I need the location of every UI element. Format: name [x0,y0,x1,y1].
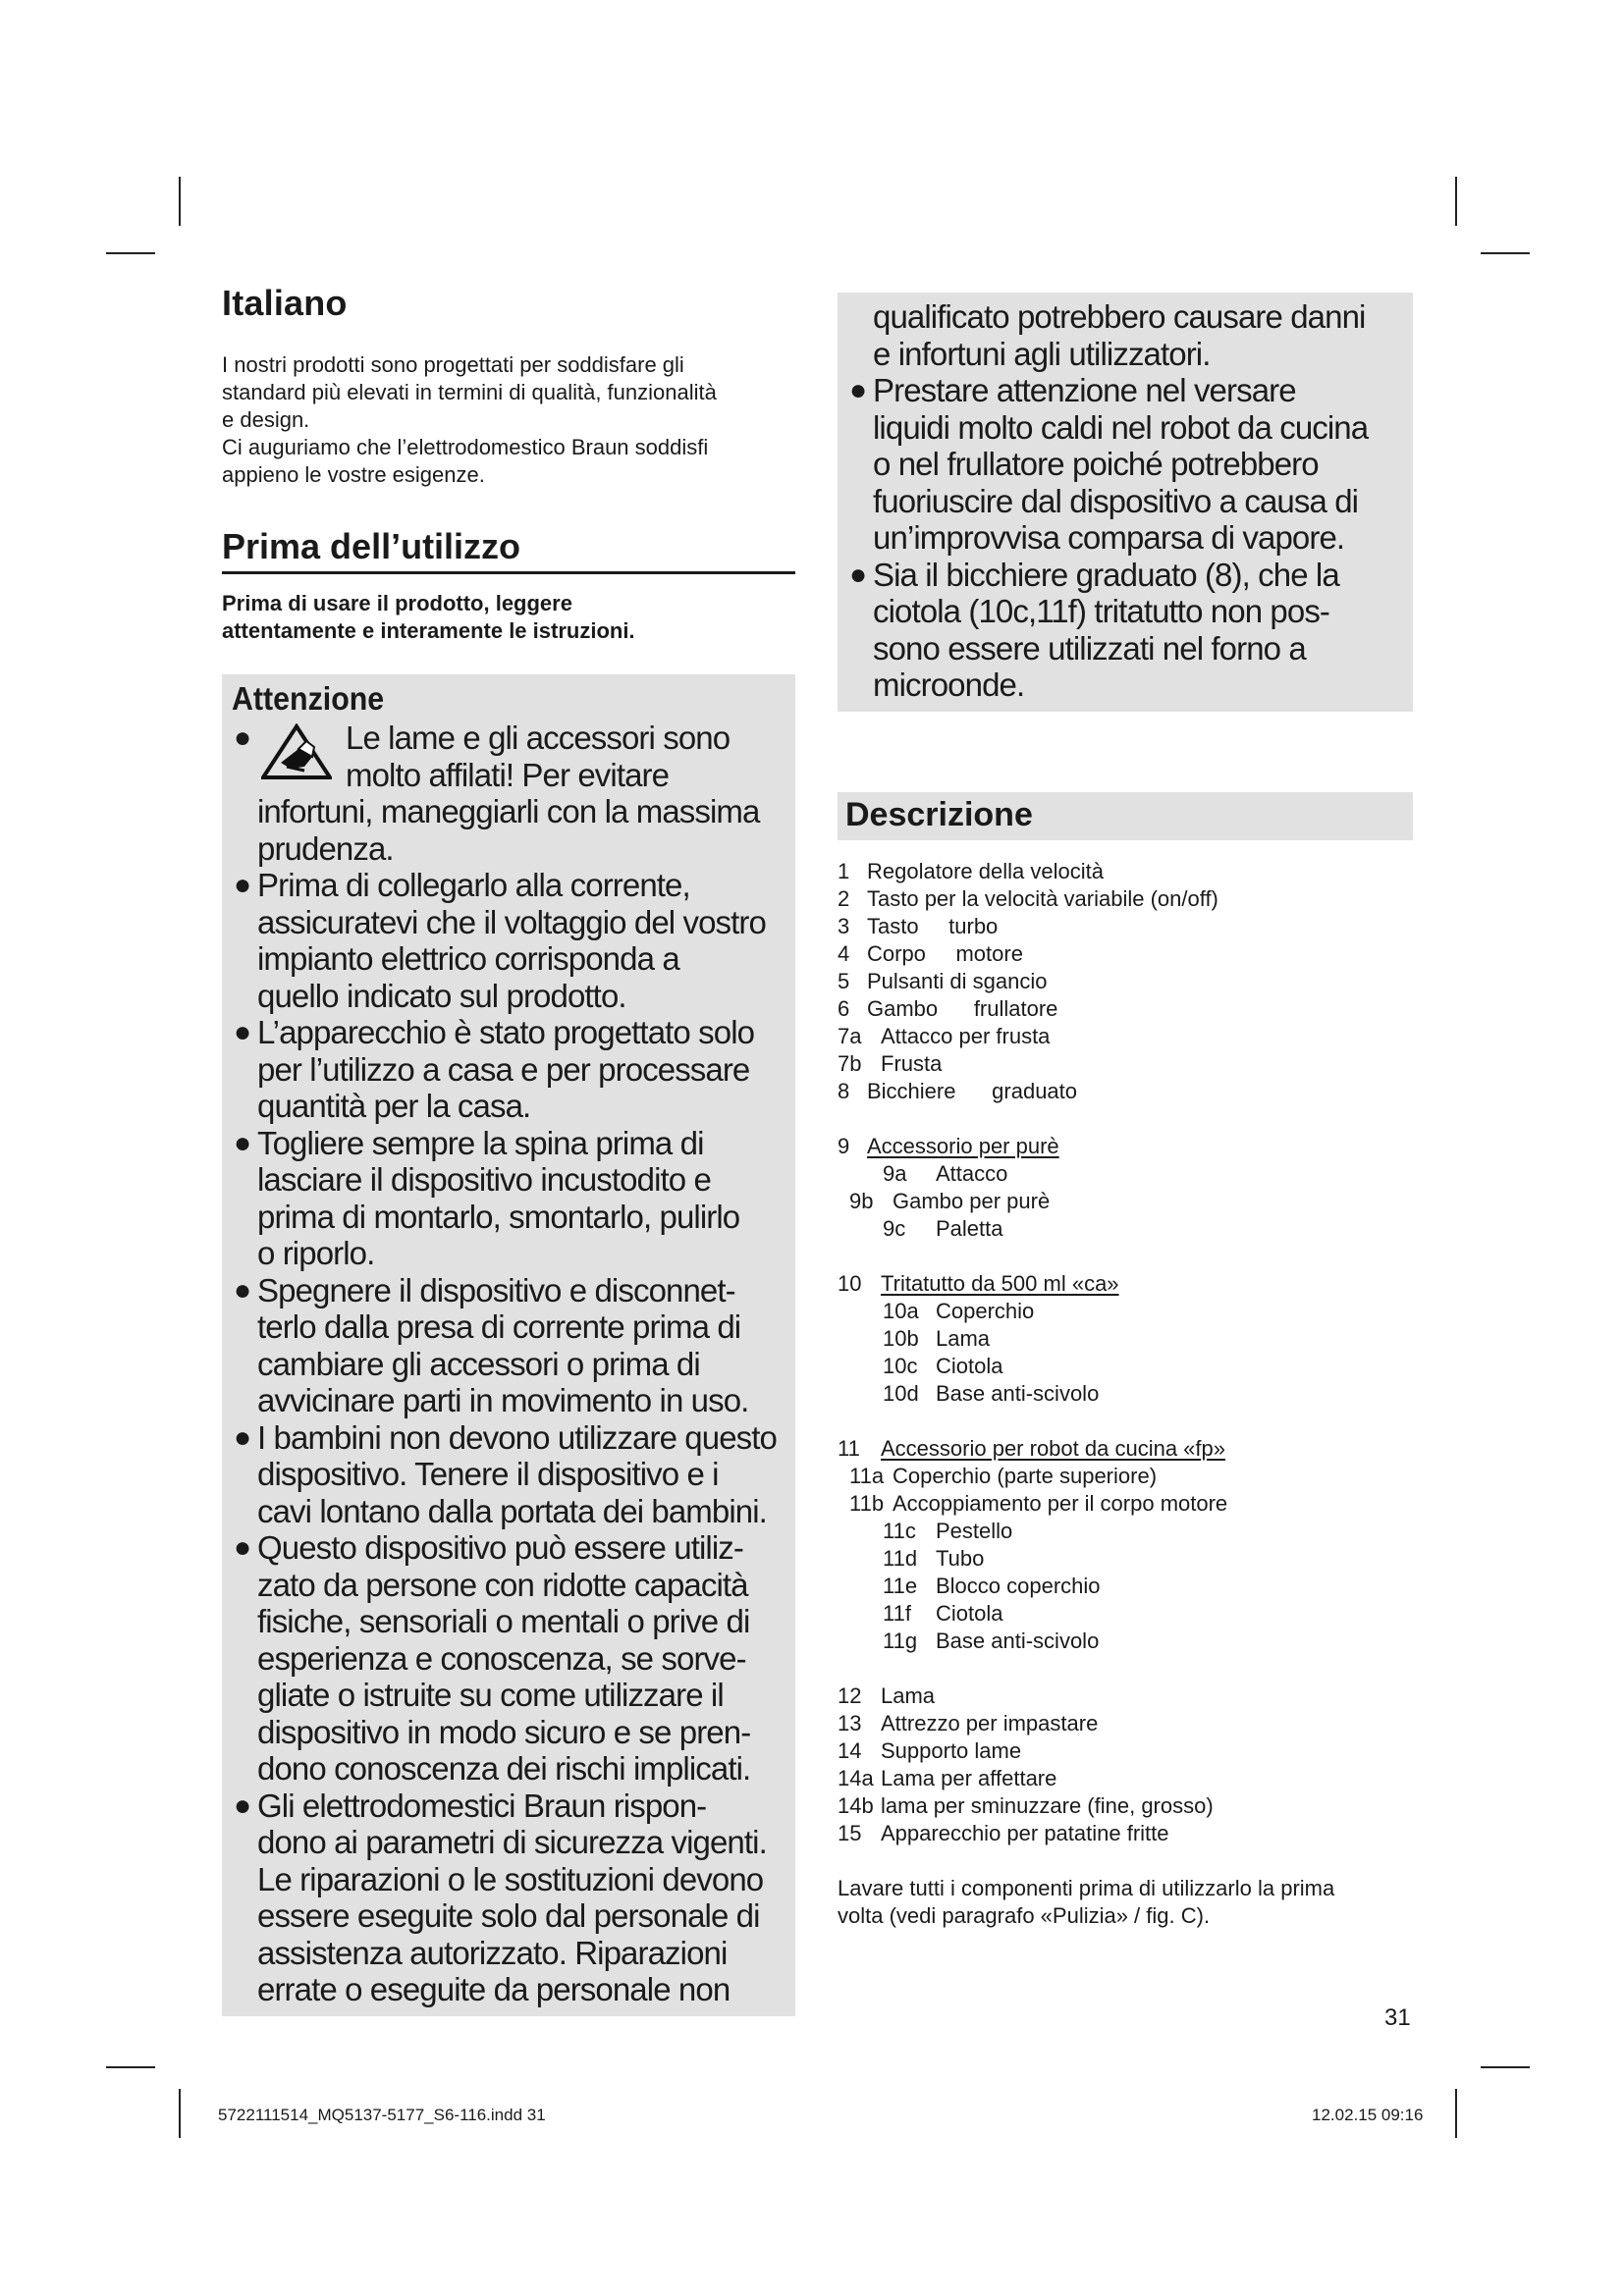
bullet-icon: ● [234,1273,251,1307]
part-item [838,1023,1413,1050]
part-number: 14b [838,1792,874,1818]
section-heading-before-use: Prima dell’utilizzo [222,526,795,574]
part-item [838,1325,1413,1353]
part-number: 11c [883,1518,916,1543]
part-label: Paletta [936,1215,1003,1241]
part-number: 5 [838,968,850,993]
part-label: Tritatutto da 500 ml «ca» [881,1270,1119,1296]
part-item [838,1820,1413,1847]
part-number: 10c [883,1353,918,1378]
part-label: Gambo per purè [893,1188,1051,1213]
bullet-icon: ● [234,1789,251,1822]
part-label: Supporto lame [881,1737,1022,1763]
crop-mark [179,2089,181,2138]
part-label: Lama per affettare [881,1765,1057,1790]
section-heading-description: Descrizione [838,792,1413,840]
crop-mark [106,2066,155,2068]
warning-box [222,674,795,2016]
part-number: 11f [883,1600,911,1626]
bullet-icon: ● [849,374,867,406]
left-column [222,283,795,2016]
part-item [838,995,1413,1023]
part-number: 4 [838,940,850,966]
part-item [838,1792,1413,1820]
part-number: 7b [838,1050,862,1076]
footer-timestamp: 12.02.15 09:16 [1312,2106,1424,2124]
part-number: 9b [849,1188,874,1213]
part-item [838,1160,1413,1188]
part-item [838,1050,1413,1078]
part-number: 11b [849,1490,885,1516]
part-number: 9 [838,1133,850,1158]
part-number: 2 [838,885,850,911]
part-label: Tasto per la velocità variabile (on/off) [867,885,1218,911]
part-item [838,1573,1413,1600]
bullet-icon: ● [234,1420,251,1454]
bullet-icon: ● [234,1016,251,1048]
intro-line: I nostri prodotti sono progettati per soddisfare gli [222,352,684,377]
part-number: 14a [838,1765,874,1790]
warning-item: ● Prima di collegarlo alla corrente, assicuratevi che il voltaggio del vostro impianto elettrico corrisponda a quello indicato sul prodotto. [234,867,766,1014]
part-label: Lama [936,1325,991,1351]
part-label: Attrezzo per impastare [881,1710,1099,1735]
part-label: Coperchio (parte superiore) [893,1463,1158,1488]
part-item [838,1215,1413,1243]
part-item [838,1737,1413,1765]
part-item [838,1435,1413,1463]
part-item [838,1298,1413,1325]
warning-item: ● L’apparecchio è stato progettato solo per l’utilizzo a casa e per processare quantità per la casa. [234,1014,755,1124]
part-item [838,1270,1413,1298]
part-number: 3 [838,913,850,938]
part-number: 11a [849,1463,885,1488]
part-label: Frusta [881,1050,943,1076]
part-label: Base anti-scivolo [936,1380,1100,1406]
part-label: Tasto turbo [867,913,999,938]
page-number: 31 [1384,2004,1411,2031]
part-number: 10 [838,1270,862,1296]
part-number: 1 [838,858,850,883]
warning-box-continued [838,293,1413,712]
intro-line: appieno le vostre esigenze. [222,462,485,487]
warning-item: ● Togliere sempre la spina prima di lasciare il dispositivo incustodito e prima di montarlo, smontarlo, pulirlo o riporlo. [234,1124,740,1271]
part-item [838,1353,1413,1380]
warning-item: ● Gli elettrodomestici Braun rispon- dono ai parametri di sicurezza vigenti. Le riparazioni o le sostituzioni devono essere eseguite solo dal personale di assistenza autorizzato. Riparazioni errate o eseguite da personale non [234,1787,767,2007]
part-item [838,1545,1413,1573]
part-label: Corpo motore [867,940,1023,966]
warning-item: ● Questo dispositivo può essere utiliz- zato da persone con ridotte capacità fisiche, sensoriali o mentali o prive di esperienza e conoscenza, se sorve- gliate o istruite su come utilizzare il dispositivo in modo sicuro e se pren- dono conoscenza dei rischi implicati. [234,1529,751,1787]
warning-item: ● I bambini non devono utilizzare questo dispositivo. Tenere il dispositivo e i cavi lontano dalla portata dei bambini. [234,1418,777,1529]
parts-list [838,858,1413,1847]
part-item [838,968,1413,995]
part-label: Gambo frullatore [867,995,1058,1021]
crop-mark [106,252,155,254]
part-number: 11 [838,1435,860,1461]
part-item [838,1628,1413,1655]
part-number: 8 [838,1078,850,1103]
part-item [838,1490,1413,1518]
part-number: 10b [883,1325,919,1351]
intro-line: e design. [222,407,310,432]
bullet-icon: ● [849,558,867,591]
continued-text: qualificato potrebbero causare danni e infortuni agli utilizzatori. [873,298,1366,372]
part-item [838,885,1413,913]
page-title: Italiano [222,283,348,323]
part-label: Pulsanti di sgancio [867,968,1048,993]
part-label: Ciotola [936,1353,1003,1378]
blade-hazard-icon [261,723,332,780]
bullet-icon: ● [234,721,251,754]
crop-mark [1481,2066,1530,2068]
part-number: 15 [838,1820,862,1845]
part-number: 7a [838,1023,862,1048]
crop-mark [1455,2089,1457,2138]
part-item [838,1078,1413,1105]
part-label: Coperchio [936,1298,1035,1323]
part-item [838,1133,1413,1160]
warning-item: ● Le lame e gli accessori sono molto affilati! Per evitare infortuni, maneggiarli con la massima prudenza. [234,720,760,867]
read-instructions-note: Prima di usare il prodotto, leggere attentamente e interamente le istruzioni. [222,591,635,643]
intro-line: standard più elevati in termini di qualità, funzionalità [222,380,717,404]
warning-item: ● Spegnere il dispositivo e disconnet- terlo dalla presa di corrente prima di cambiare gli accessori o prima di avvicinare parti in movimento in uso. [234,1271,749,1418]
part-number: 12 [838,1682,862,1708]
part-label: lama per sminuzzare (fine, grosso) [881,1792,1214,1818]
part-number: 6 [838,995,850,1021]
crop-mark [1455,177,1457,226]
warning-list [232,720,789,2008]
part-label: Tubo [936,1545,985,1571]
part-number: 11e [883,1573,918,1598]
part-item [838,1463,1413,1490]
part-label: Attacco per frusta [881,1023,1051,1048]
part-number: 11d [883,1545,918,1571]
intro-paragraph [222,351,795,489]
part-label: Regolatore della velocità [867,858,1104,883]
warning-item: ● Prestare attenzione nel versare liquidi molto caldi nel robot da cucina o nel frullatore poiché potrebbero fuoriuscire dal dispositivo a causa di un’improvvisa comparsa di vapore. [849,372,1369,556]
part-number: 10a [883,1298,919,1323]
part-label: Base anti-scivolo [936,1628,1100,1653]
part-item [838,913,1413,940]
part-item [838,1682,1413,1710]
part-item [838,1518,1413,1545]
part-item [838,1600,1413,1628]
intro-line: Ci auguriamo che l’elettrodomestico Braun soddisfi [222,435,709,459]
part-number: 9a [883,1160,907,1186]
part-number: 13 [838,1710,862,1735]
crop-mark [179,177,181,226]
right-column [838,293,1413,1930]
warning-list-continued [847,372,1403,704]
part-item [838,940,1413,968]
part-number: 14 [838,1737,862,1763]
part-label: Accessorio per purè [867,1133,1059,1158]
part-label: Attacco [936,1160,1008,1186]
cleaning-note: Lavare tutti i componenti prima di utilizzarlo la prima volta (vedi paragrafo «Pulizia» / fig. C). [838,1875,1335,1928]
part-label: Bicchiere graduato [867,1078,1078,1103]
bullet-icon: ● [234,1126,251,1159]
warning-title: Attenzione [232,680,385,717]
part-item [838,1380,1413,1408]
part-label: Accessorio per robot da cucina «fp» [881,1435,1225,1461]
part-label: Blocco coperchio [936,1573,1101,1598]
warning-item: ● Sia il bicchiere graduato (8), che la ciotola (10c,11f) tritatutto non pos- sono essere utilizzati nel forno a microonde. [849,556,1339,703]
part-label: Ciotola [936,1600,1003,1626]
bullet-icon: ● [234,869,251,901]
part-item [838,858,1413,885]
part-label: Lama [881,1682,936,1708]
part-item [838,1188,1413,1215]
part-item [838,1710,1413,1737]
crop-mark [1481,252,1530,254]
part-label: Apparecchio per patatine fritte [881,1820,1169,1845]
part-label: Pestello [936,1518,1013,1543]
part-number: 10d [883,1380,919,1406]
part-item [838,1765,1413,1792]
part-number: 9c [883,1215,906,1241]
bullet-icon: ● [234,1531,251,1564]
part-label: Accoppiamento per il corpo motore [893,1490,1228,1516]
part-number: 11g [883,1628,918,1653]
footer-file-info: 5722111514_MQ5137-5177_S6-116.indd 31 [218,2106,546,2124]
